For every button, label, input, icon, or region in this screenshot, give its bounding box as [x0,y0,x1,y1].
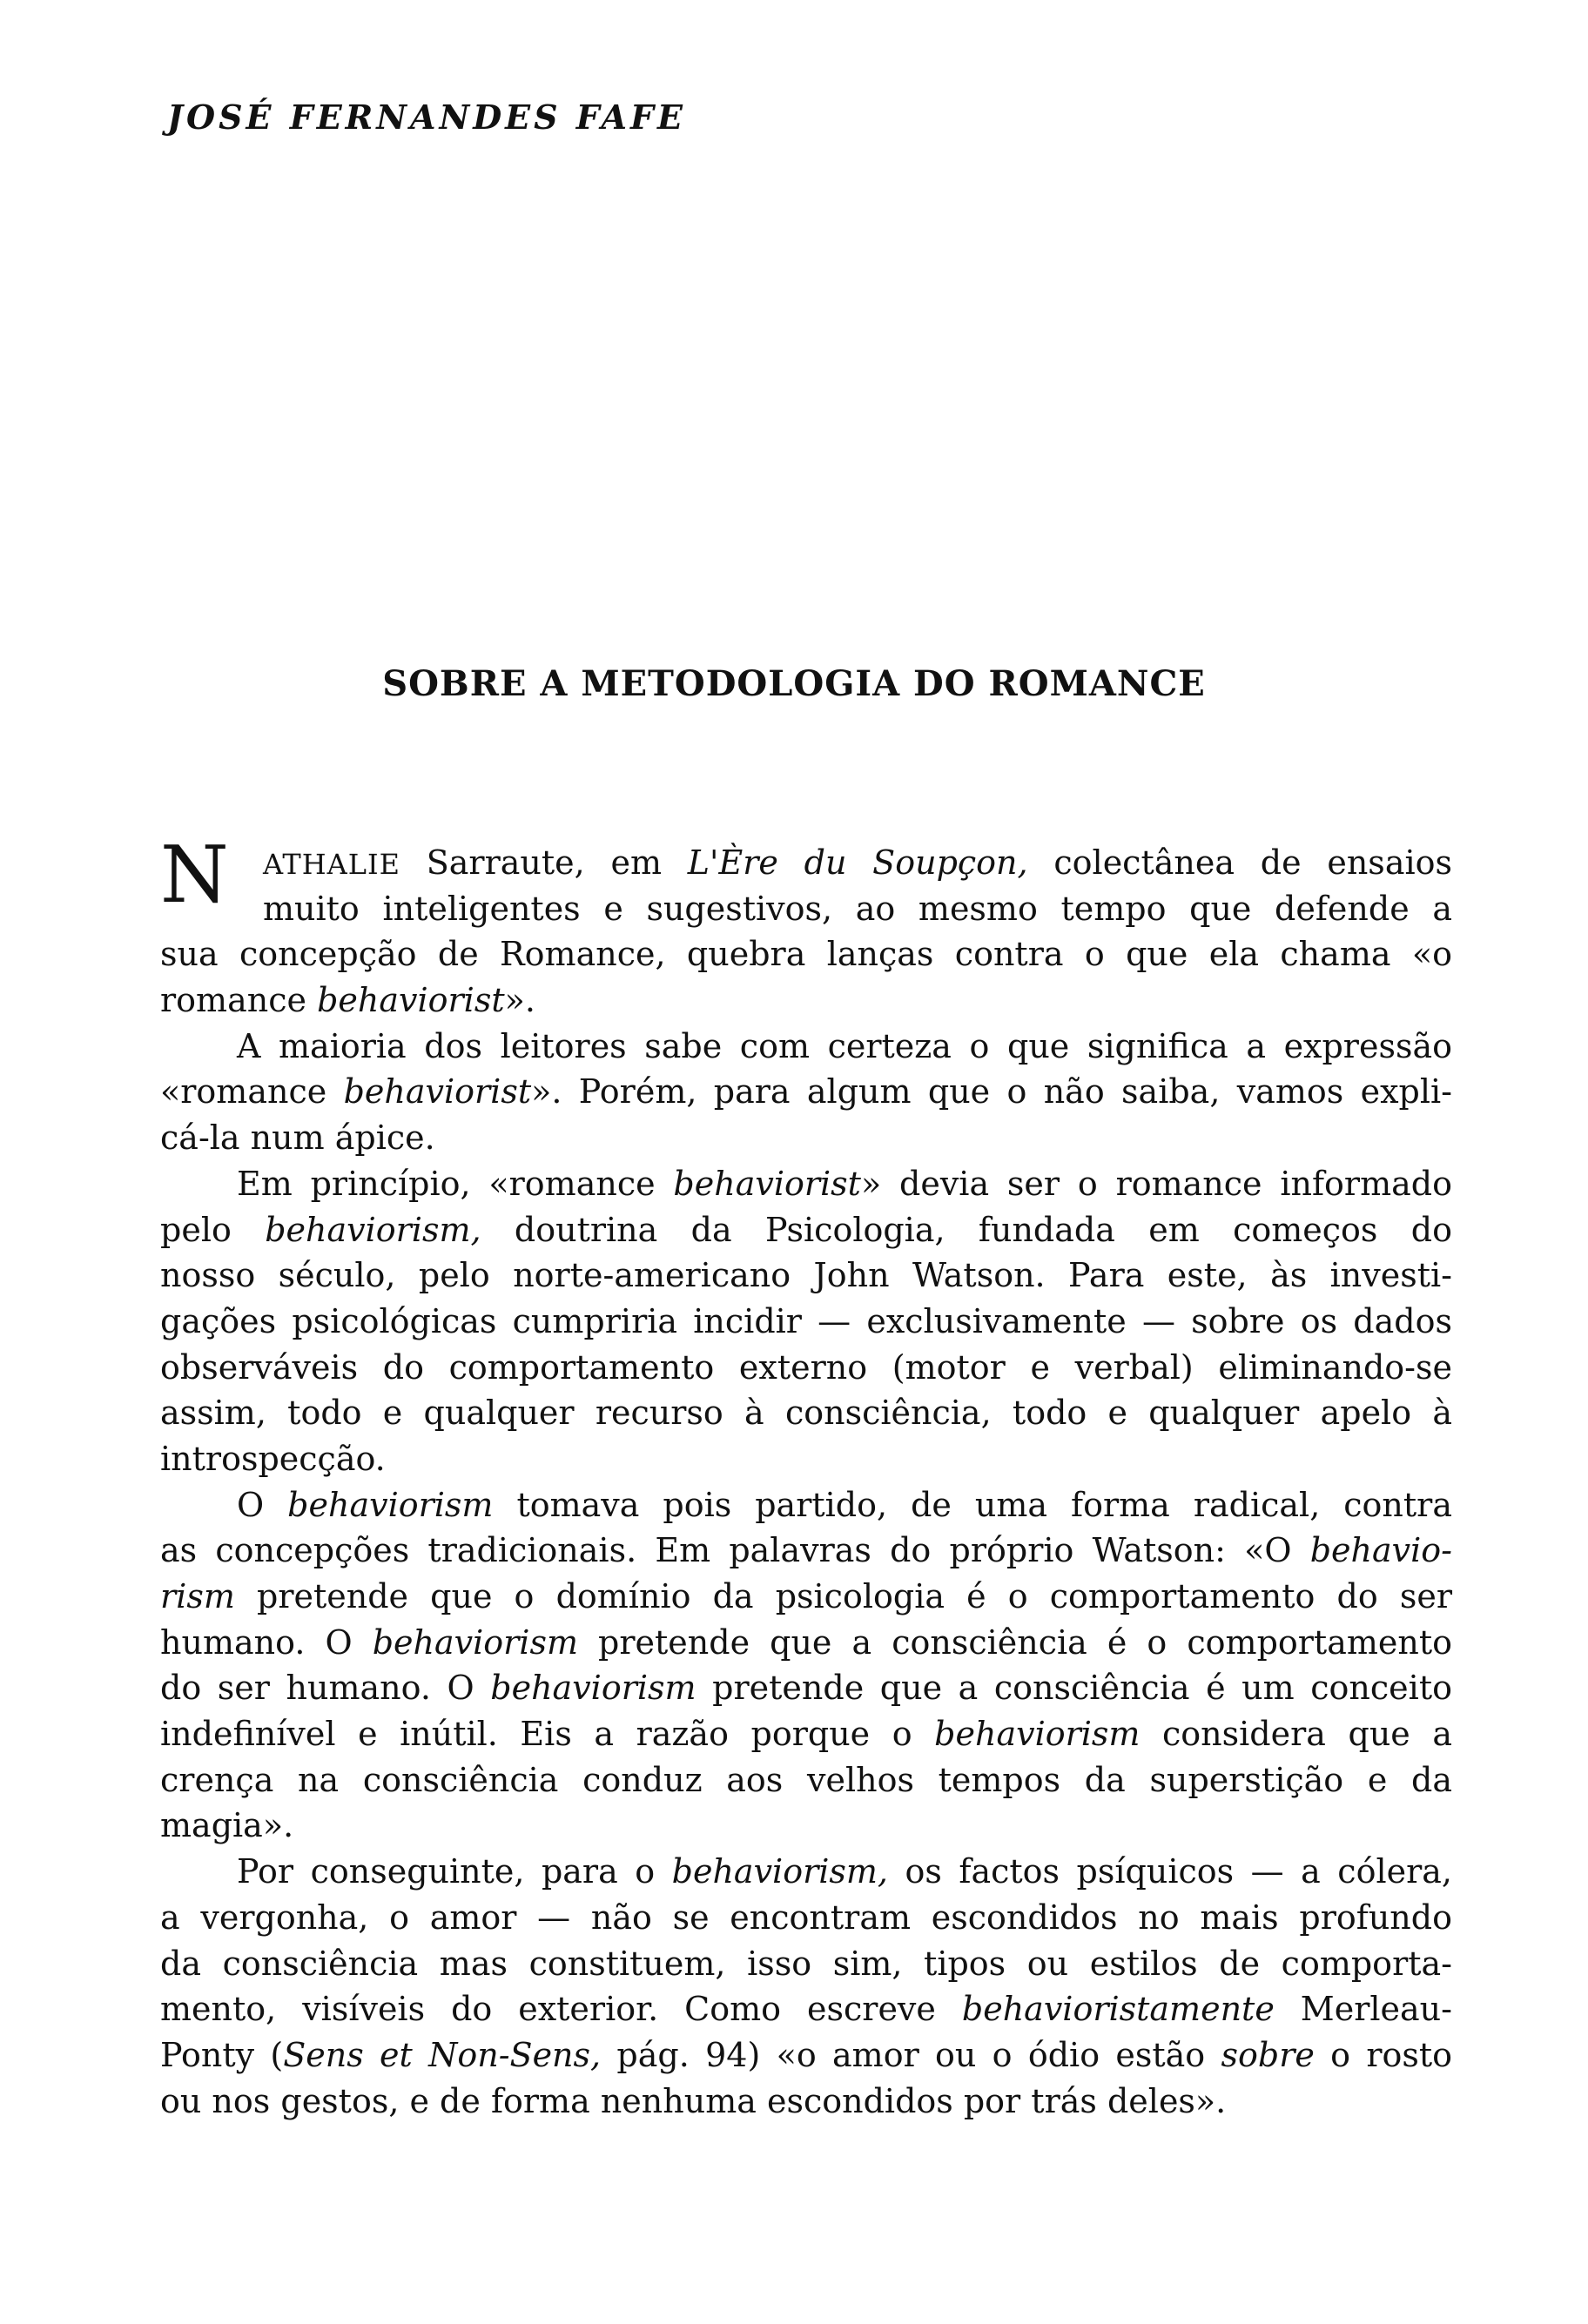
paragraph-4 [160,1482,1452,1850]
paragraph-5 [160,1849,1452,2124]
paragraph-3 [160,1161,1452,1482]
text-line: assim, todo e qualquer recurso à consciência, todo e qualquer apelo à [160,1394,1452,1433]
text-line: rism pretende que o domínio da psicologia é o comportamento do ser [160,1577,1452,1615]
text-line: introspecção. [160,1439,386,1478]
text-line: da consciência mas constituem, isso sim, tipos ou estilos de comporta- [160,1944,1452,1983]
text-line: Por conseguinte, para o behaviorism, os factos psíquicos — a cólera, [237,1852,1452,1891]
text-line: do ser humano. O behaviorism pretende que a consciência é um conceito [160,1669,1452,1708]
text-line: pelo behaviorism, doutrina da Psicologia, fundada em começos do [160,1210,1452,1249]
text-line: magia». [160,1806,294,1845]
article-body [160,830,1453,2124]
text-line: crença na consciência conduz aos velhos tempos da superstição e da [160,1760,1452,1799]
text-line: «romance behaviorist». Porém, para algum que o não saiba, vamos expli- [160,1072,1452,1112]
text-line: gações psicológicas cumpriria incidir — exclusivamente — sobre os dados [160,1301,1452,1340]
text-line: Ponty (Sens et Non-Sens, pág. 94) «o amor ou o ódio estão sobre o rosto [160,2035,1453,2074]
text-line: humano. O behaviorism pretende que a consciência é o comportamento [160,1622,1453,1662]
text-line: nosso século, pelo norte-americano John Watson. Para este, às investi- [160,1256,1452,1295]
article-title: SOBRE A METODOLOGIA DO ROMANCE [382,663,1206,704]
text-line: O behaviorism tomava pois partido, de uma forma radical, contra [237,1485,1452,1524]
text-line: indefinível e inútil. Eis a razão porque o behaviorism considera que a [160,1715,1452,1754]
text-line: observáveis do comportamento externo (motor e verbal) eliminando-se [160,1347,1452,1387]
paragraph-1 [160,830,1452,1024]
paragraph-2 [160,1024,1452,1161]
text-line: sua concepção de Romance, quebra lanças contra o que ela chama «o [160,935,1452,974]
text-line: mento, visíveis do exterior. Como escreve behavioristamente Merleau- [160,1990,1452,2029]
text-line: romance behaviorist». [160,981,535,1020]
text-line: muito inteligentes e sugestivos, ao mesmo tempo que defende a [263,889,1452,928]
text-line: cá-la num ápice. [160,1118,435,1158]
text-line: ATHALIE Sarraute, em L'Ère du Soupçon, colectânea de ensaios [263,843,1452,882]
text-line: a vergonha, o amor — não se encontram escondidos no mais profundo [160,1897,1452,1937]
running-head: JOSÉ FERNANDES FAFE [167,97,686,137]
text-line: as concepções tradicionais. Em palavras do próprio Watson: «O behavio- [160,1531,1452,1570]
text-line: Em princípio, «romance behaviorist» devia ser o romance informado [237,1164,1452,1203]
drop-cap: N [160,830,229,921]
text-line: ou nos gestos, e de forma nenhuma escondidos por trás deles». [160,2081,1227,2120]
text-line: A maioria dos leitores sabe com certeza o que significa a expressão [237,1026,1452,1065]
